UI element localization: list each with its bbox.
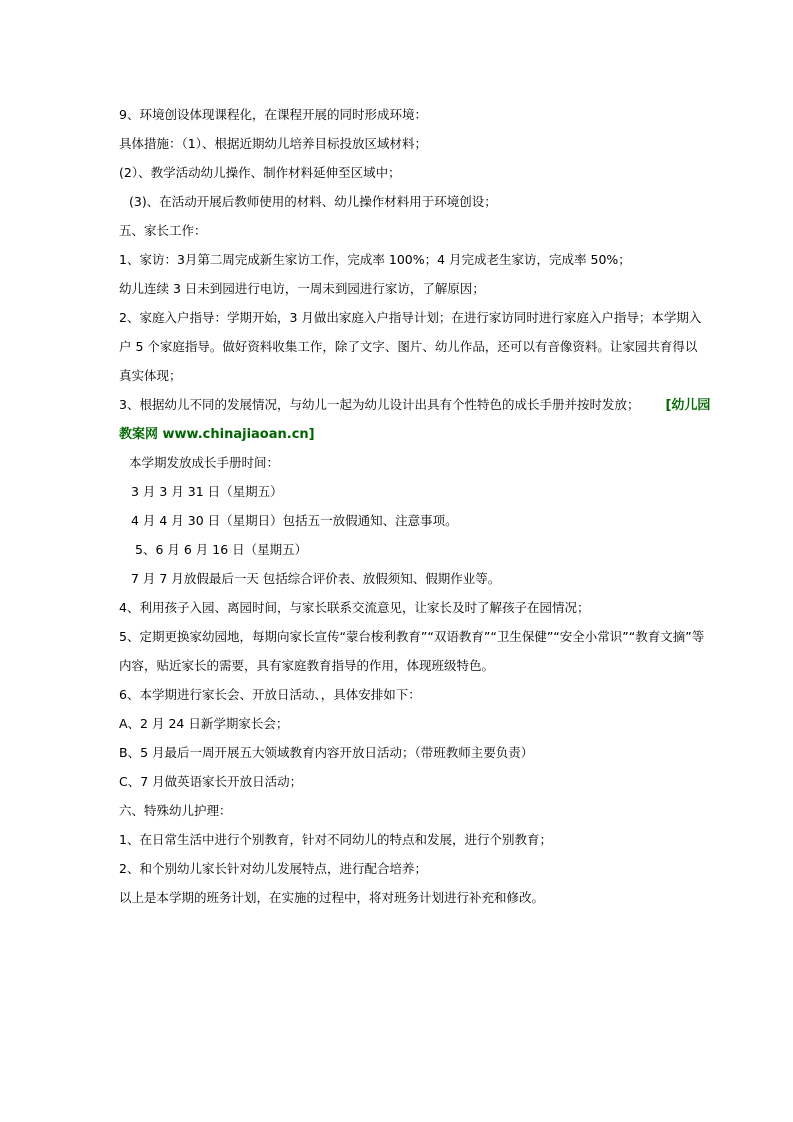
schedule-line: 3 月 3 月 31 日（星期五） [131,484,283,499]
text-line-with-link [119,390,711,419]
text-line: 1、在日常生活中进行个别教育，针对不同幼儿的特点和发展，进行个别教育； [119,832,552,847]
site-link-part1[interactable]: [幼儿园 [665,398,711,413]
text-line: 2、家庭入户指导：学期开始，3 月做出家庭入户指导计划；在进行家访同时进行家庭入户指导；本学期入 [119,310,702,325]
text-line: 具体措施：（1）、根据近期幼儿培养目标投放区域材料； [119,136,427,151]
schedule-line: 4 月 4 月 30 日（星期日）包括五一放假通知、注意事项。 [131,513,458,528]
text-line: 真实体现； [119,368,182,383]
site-link-part2[interactable]: 教案网 www.chinajiaoan.cn] [119,427,315,442]
text-line: 9、环境创设体现课程化，在课程开展的同时形成环境： [119,107,427,122]
text-line: A、2 月 24 日新学期家长会； [119,716,289,731]
text-line: 以上是本学期的班务计划，在实施的过程中，将对班务计划进行补充和修改。 [119,890,545,905]
document-body [119,100,711,912]
text-line: (2）、教学活动幼儿操作、制作材料延伸至区域中； [119,165,401,180]
text-line: 2、和个别幼儿家长针对幼儿发展特点，进行配合培养； [119,861,427,876]
text-line-link [119,419,681,448]
text-span: 3、根据幼儿不同的发展情况，与幼儿一起为幼儿设计出具有个性特色的成长手册并按时发放； [119,397,640,412]
text-line: C、7 月做英语家长开放日活动； [119,774,303,789]
text-line: 本学期发放成长手册时间： [129,455,280,470]
text-line: 6、本学期进行家长会、开放日活动、，具体安排如下： [119,687,421,702]
text-line: 5、定期更换家幼园地，每期向家长宣传“蒙台梭利教育”“双语教育”“卫生保健”“安全小常识”“教育文摘”等 [119,629,705,644]
schedule-line: 7 月 7 月放假最后一天 包括综合评价表、放假须知、假期作业等。 [131,571,501,586]
text-line: B、5 月最后一周开展五大领域教育内容开放日活动；（带班教师主要负责） [119,745,534,760]
text-line: (3)、在活动开展后教师使用的材料、幼儿操作材料用于环境创设； [129,194,497,209]
schedule-line: 5、6 月 6 月 16 日（星期五） [135,542,308,557]
text-line: 4、利用孩子入园、离园时间，与家长联系交流意见，让家长及时了解孩子在园情况； [119,600,590,615]
text-line: 户 5 个家庭指导。做好资料收集工作，除了文字、图片、幼儿作品，还可以有音像资料。让家园共育得以 [119,339,698,354]
section-heading-parents: 五、家长工作： [119,223,207,238]
text-line: 内容，贴近家长的需要，具有家庭教育指导的作用，体现班级特色。 [119,658,495,673]
text-line: 幼儿连续 3 日未到园进行电访，一周未到园进行家访，了解原因； [119,281,485,296]
text-line: 1、家访：3月第二周完成新生家访工作，完成率 100%；4 月完成老生家访，完成率 50%； [119,252,631,267]
section-heading-special-care: 六、特殊幼儿护理： [119,803,232,818]
